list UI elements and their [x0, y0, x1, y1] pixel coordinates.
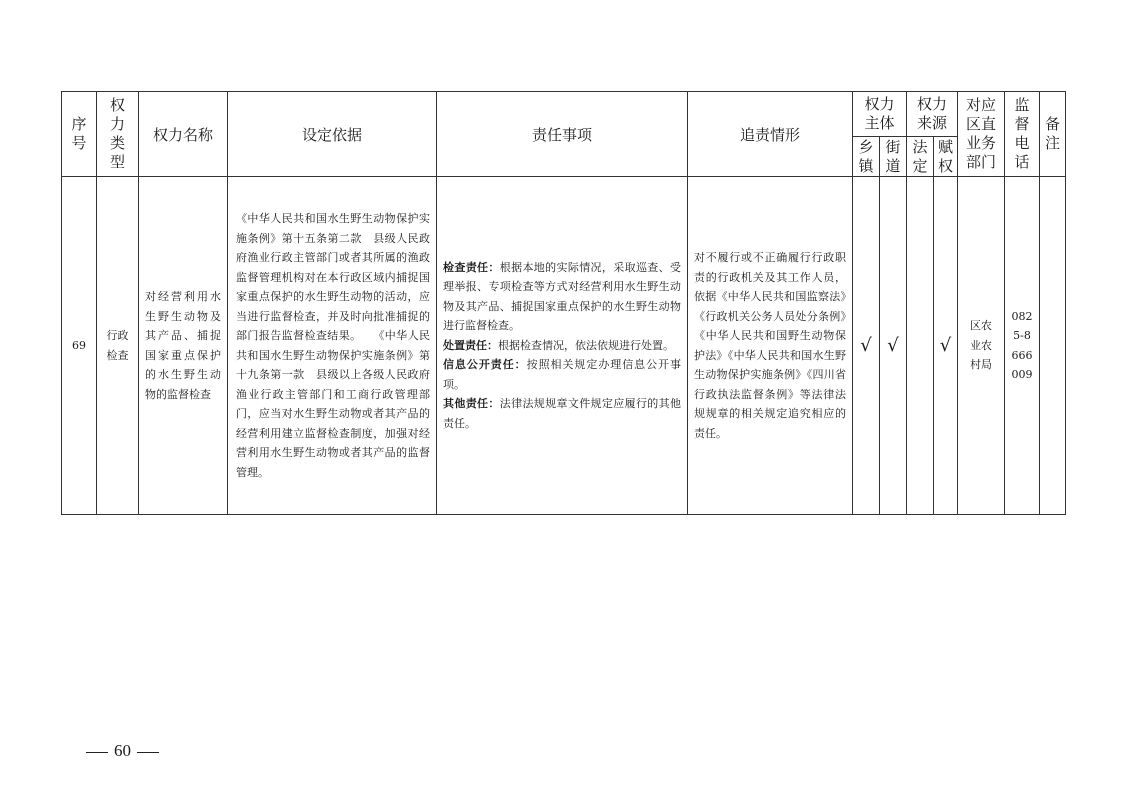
responsibility-item	[443, 394, 681, 433]
header-accountability: 追责情形	[688, 92, 853, 177]
header-row-1	[62, 92, 1066, 137]
responsibility-text: 根据检查情况，依法依规进行处置。	[498, 338, 674, 352]
cell-dept: 区农业农村局	[958, 177, 1005, 515]
header-basis: 设定依据	[228, 92, 437, 177]
cell-phone: 082 5-8 666 009	[1005, 177, 1040, 515]
cell-remark	[1040, 177, 1066, 515]
header-dept: 对应 区直 业务 部门	[958, 92, 1005, 177]
header-phone: 监 督 电 话	[1005, 92, 1040, 177]
header-responsibility: 责任事项	[437, 92, 688, 177]
header-source-granted: 赋 权	[934, 137, 958, 177]
cell-street-check: √	[880, 177, 907, 515]
responsibility-label: 信息公开责任：	[443, 358, 527, 372]
cell-power-name: 对经营利用水生野生动物及其产品、捕捉国家重点保护的水生野生动物的监督检查	[139, 177, 228, 515]
responsibility-item	[443, 258, 681, 336]
table-row	[62, 177, 1066, 515]
header-subject-town: 乡 镇	[853, 137, 880, 177]
cell-responsibility	[437, 177, 688, 515]
footer-dash-left	[86, 752, 108, 753]
header-power-source: 权力来源	[907, 92, 958, 137]
responsibility-item	[443, 336, 681, 356]
cell-basis: 《中华人民共和国水生野生动物保护实施条例》第十五条第二款 县级人民政府渔业行政主管部门或者其所属的渔政监督管理机构对在本行政区域内捕捉国家重点保护的水生野生动物的活动，应当进行监督检查，并及时向批准捕捉的部门报告监督检查结果。 《中华人民共和国水生野生动物保护实施条例》第十九条第一款 县级以上各级人民政府渔业行政主管部门和工商行政管理部门，应当对水生野生动物或者其产品的经营利用建立监督检查制度，加强对经营利用水生野生动物或者其产品的监督管理。	[228, 177, 437, 515]
responsibility-label: 其他责任：	[443, 397, 500, 411]
responsibility-text: 根据本地的实际情况，采取巡查、受理举报、专项检查等方式对经营利用水生野生动物及其产品、捕捉国家重点保护的水生野生动物进行监督检查。	[443, 260, 681, 333]
header-power-name: 权力名称	[139, 92, 228, 177]
cell-legal-check	[907, 177, 934, 515]
footer-dash-right	[137, 752, 159, 753]
responsibility-label: 处置责任：	[443, 338, 498, 352]
power-list-table	[61, 91, 1066, 515]
header-power-subject: 权力主体	[853, 92, 907, 137]
page-number: 60	[114, 741, 131, 760]
header-seq: 序 号	[62, 92, 97, 177]
header-power-type: 权 力 类 型	[97, 92, 139, 177]
responsibility-text: 按照相关规定办理信息公开事项。	[443, 358, 682, 391]
page-footer	[80, 741, 165, 761]
cell-granted-check: √	[934, 177, 958, 515]
header-source-legal: 法 定	[907, 137, 934, 177]
cell-town-check: √	[853, 177, 880, 515]
responsibility-label: 检查责任：	[443, 260, 500, 274]
responsibility-item	[443, 355, 681, 394]
cell-seq: 69	[62, 177, 97, 515]
cell-power-type: 行政检查	[97, 177, 139, 515]
header-remark: 备 注	[1040, 92, 1066, 177]
cell-accountability: 对不履行或不正确履行行政职责的行政机关及其工作人员，依据《中华人民共和国监察法》《行政机关公务人员处分条例》《中华人民共和国野生动物保护法》《中华人民共和国水生野生动物保护实施条例》《四川省行政执法监督条例》等法律法规规章的相关规定追究相应的责任。	[688, 177, 853, 515]
header-subject-street: 街 道	[880, 137, 907, 177]
responsibility-text: 法律法规规章文件规定应履行的其他责任。	[443, 397, 681, 430]
